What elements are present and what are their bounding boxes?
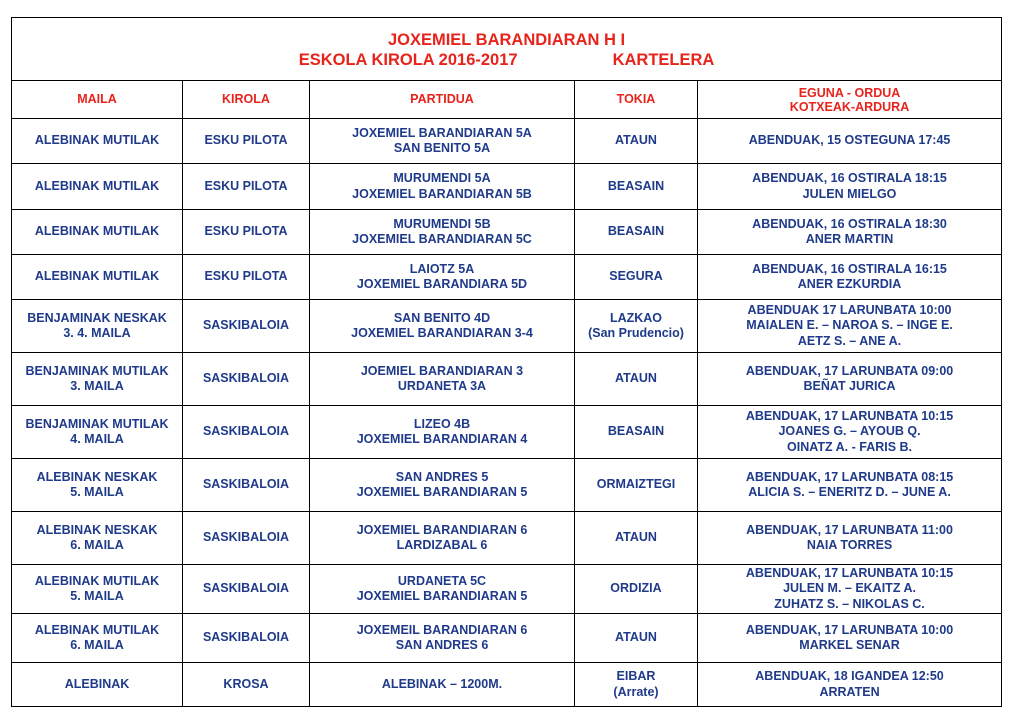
cell-eguna <box>698 406 1002 459</box>
cell-maila <box>12 353 183 406</box>
cell-tokia <box>575 663 698 707</box>
title-cell <box>12 18 1002 81</box>
cell-partidua-line: MURUMENDI 5A <box>393 171 491 185</box>
cell-eguna <box>698 512 1002 565</box>
cell-tokia <box>575 459 698 512</box>
cell-partidua <box>310 210 575 255</box>
cell-partidua <box>310 512 575 565</box>
header-tokia: TOKIA <box>575 81 698 119</box>
cell-kirola <box>183 459 310 512</box>
cell-kirola <box>183 164 310 210</box>
cell-maila <box>12 255 183 300</box>
cell-partidua-line: SAN BENITO 4D <box>393 310 491 325</box>
cell-maila <box>12 406 183 459</box>
cell-tokia-line: ATAUN <box>615 371 657 386</box>
cell-partidua-line: JOXEMIEL BARANDIARAN 3-4 <box>351 326 533 340</box>
table-row <box>12 119 1002 164</box>
cell-kirola-line: SASKIBALOIA <box>202 371 290 386</box>
table-row <box>12 300 1002 353</box>
cell-eguna-line: ABENDUAK, 18 IGANDEA 12:50 <box>755 669 944 683</box>
schedule-table <box>11 17 1002 707</box>
cell-kirola <box>183 300 310 353</box>
cell-tokia-line: BEASAIN <box>607 178 665 193</box>
cell-eguna <box>698 164 1002 210</box>
cell-maila-line: BENJAMINAK NESKAK <box>27 310 167 325</box>
cell-tokia-line: (Arrate) <box>613 684 659 699</box>
cell-maila-line: ALEBINAK MUTILAK <box>34 573 160 588</box>
cell-maila <box>12 300 183 353</box>
cell-partidua-line: JOXEMIEL BARANDIARAN 5A <box>352 125 532 140</box>
table-row <box>12 406 1002 459</box>
cell-maila <box>12 119 183 164</box>
cell-partidua-line: JOXEMEIL BARANDIARAN 6 <box>356 622 528 637</box>
cell-partidua-line: JOEMIEL BARANDIARAN 3 <box>360 363 524 378</box>
header-eguna-line-2: KOTXEAK-ARDURA <box>789 99 910 114</box>
cell-eguna-line: AETZ S. – ANE A. <box>797 333 902 348</box>
cell-maila-line: ALEBINAK <box>64 676 130 691</box>
cell-tokia-line: ORMAIZTEGI <box>596 477 676 492</box>
cell-partidua-line: JOXEMIEL BARANDIARAN 5C <box>352 232 532 246</box>
cell-tokia <box>575 300 698 353</box>
cell-eguna <box>698 353 1002 406</box>
cell-eguna-line: MARKEL SENAR <box>799 638 900 652</box>
cell-eguna-line: ABENDUAK, 17 LARUNBATA 10:15 <box>745 565 954 580</box>
table-row <box>12 565 1002 614</box>
cell-partidua <box>310 614 575 663</box>
cell-partidua-line: LAIOTZ 5A <box>409 261 475 276</box>
cell-tokia <box>575 565 698 614</box>
cell-eguna <box>698 210 1002 255</box>
cell-tokia-line: LAZKAO <box>609 310 663 325</box>
cell-partidua <box>310 255 575 300</box>
cell-eguna-line: NAIA TORRES <box>806 538 893 552</box>
cell-eguna-line: ABENDUAK, 16 OSTIRALA 18:15 <box>752 171 947 185</box>
cell-maila-line: ALEBINAK NESKAK <box>36 469 158 484</box>
cell-partidua <box>310 164 575 210</box>
cell-eguna-line: ABENDUAK, 17 LARUNBATA 11:00 <box>746 522 953 537</box>
cell-partidua-line: JOXEMIEL BARANDIARAN 5B <box>352 186 532 201</box>
cell-eguna-line: ABENDUAK, 17 LARUNBATA 10:00 <box>745 622 954 637</box>
cell-kirola <box>183 353 310 406</box>
cell-partidua <box>310 406 575 459</box>
table-row <box>12 353 1002 406</box>
cell-maila <box>12 565 183 614</box>
cell-kirola-line: SASKIBALOIA <box>202 581 290 596</box>
cell-kirola-line: KROSA <box>223 676 269 691</box>
cell-maila <box>12 210 183 255</box>
cell-partidua-line: SAN ANDRES 6 <box>395 638 489 652</box>
cell-kirola-line: ESKU PILOTA <box>204 178 288 193</box>
cell-partidua-line: SAN BENITO 5A <box>393 141 491 155</box>
table-row <box>12 663 1002 707</box>
schedule-sheet <box>11 17 1001 707</box>
cell-partidua-line: LARDIZABAL 6 <box>396 538 488 552</box>
cell-eguna-line: ALICIA S. – ENERITZ D. – JUNE A. <box>748 485 951 499</box>
cell-tokia-line: EIBAR <box>616 669 656 683</box>
cell-kirola-line: SASKIBALOIA <box>202 477 290 492</box>
title-line-1: JOXEMIEL BARANDIARAN H I <box>387 31 626 49</box>
cell-maila <box>12 663 183 707</box>
cell-maila-line: ALEBINAK MUTILAK <box>34 269 160 284</box>
cell-eguna <box>698 565 1002 614</box>
cell-eguna-line: ARRATEN <box>819 684 880 699</box>
cell-partidua <box>310 119 575 164</box>
cell-kirola-line: SASKIBALOIA <box>202 530 290 545</box>
table-row <box>12 512 1002 565</box>
cell-tokia <box>575 614 698 663</box>
cell-maila-line: ALEBINAK MUTILAK <box>34 224 160 239</box>
cell-tokia <box>575 512 698 565</box>
cell-kirola-line: SASKIBALOIA <box>202 424 290 439</box>
cell-tokia-line: BEASAIN <box>607 224 665 239</box>
cell-eguna-line: ANER EZKURDIA <box>797 277 902 291</box>
cell-tokia-line: ATAUN <box>615 133 657 148</box>
cell-eguna-line: ABENDUAK, 17 LARUNBATA 09:00 <box>745 363 954 378</box>
cell-kirola <box>183 406 310 459</box>
header-maila: MAILA <box>12 81 183 119</box>
header-kirola: KIROLA <box>183 81 310 119</box>
cell-kirola <box>183 255 310 300</box>
cell-kirola <box>183 614 310 663</box>
cell-tokia-line: ORDIZIA <box>610 581 662 596</box>
cell-eguna-line: JULEN MIELGO <box>802 186 897 201</box>
kartelera-title: KARTELERA <box>612 51 715 69</box>
cell-eguna <box>698 255 1002 300</box>
cell-kirola-line: ESKU PILOTA <box>204 224 288 239</box>
cell-maila <box>12 459 183 512</box>
cell-maila-line: 5. MAILA <box>70 589 124 603</box>
cell-eguna-line: ANER MARTIN <box>805 232 894 246</box>
cell-partidua <box>310 565 575 614</box>
cell-tokia-line: ATAUN <box>615 630 657 645</box>
cell-partidua-line: ALEBINAK – 1200M. <box>381 676 503 691</box>
cell-tokia <box>575 164 698 210</box>
cell-maila <box>12 164 183 210</box>
cell-partidua-line: JOXEMIEL BARANDIARAN 5 <box>356 485 528 499</box>
cell-eguna-line: BEÑAT JURICA <box>803 379 896 393</box>
cell-kirola <box>183 512 310 565</box>
cell-maila-line: 6. MAILA <box>70 638 124 652</box>
table-row <box>12 459 1002 512</box>
cell-eguna-line: OINATZ A. - FARIS B. <box>787 439 913 454</box>
season-title: ESKOLA KIROLA 2016-2017 <box>298 51 518 69</box>
title-row <box>12 18 1002 81</box>
cell-maila <box>12 512 183 565</box>
cell-eguna <box>698 614 1002 663</box>
cell-eguna-line: JULEN M. – EKAITZ A. <box>783 581 916 596</box>
cell-eguna-line: JOANES G. – AYOUB Q. <box>778 424 921 439</box>
cell-partidua-line: LIZEO 4B <box>413 416 471 431</box>
cell-eguna <box>698 300 1002 353</box>
header-row <box>12 81 1002 119</box>
cell-partidua <box>310 459 575 512</box>
header-eguna <box>698 81 1002 119</box>
table-row <box>12 210 1002 255</box>
cell-tokia <box>575 119 698 164</box>
cell-partidua-line: JOXEMIEL BARANDIARAN 5 <box>356 589 528 603</box>
cell-maila-line: 3. MAILA <box>70 379 124 393</box>
cell-maila-line: ALEBINAK MUTILAK <box>34 622 160 637</box>
cell-maila <box>12 614 183 663</box>
cell-maila-line: ALEBINAK MUTILAK <box>34 133 160 148</box>
cell-maila-line: 6. MAILA <box>70 538 124 552</box>
cell-partidua-line: JOXEMIEL BARANDIARAN 6 <box>356 522 528 537</box>
cell-eguna-line: ABENDUAK, 16 OSTIRALA 18:30 <box>752 216 947 231</box>
cell-partidua-line: SAN ANDRES 5 <box>395 469 489 484</box>
cell-partidua-line: URDANETA 5C <box>397 573 487 588</box>
title-line-2 <box>14 50 999 70</box>
cell-eguna-line: ABENDUAK 17 LARUNBATA 10:00 <box>747 302 952 317</box>
cell-eguna-line: MAIALEN E. – NAROA S. – INGE E. <box>746 318 953 333</box>
cell-maila-line: BENJAMINAK MUTILAK <box>25 363 169 378</box>
table-row <box>12 614 1002 663</box>
cell-partidua <box>310 353 575 406</box>
cell-tokia-line: (San Prudencio) <box>588 326 684 340</box>
cell-kirola <box>183 663 310 707</box>
cell-kirola <box>183 210 310 255</box>
cell-eguna <box>698 119 1002 164</box>
cell-maila-line: ALEBINAK MUTILAK <box>34 178 160 193</box>
cell-partidua-line: URDANETA 3A <box>397 379 487 393</box>
cell-eguna-line: ABENDUAK, 16 OSTIRALA 16:15 <box>752 261 947 276</box>
cell-kirola <box>183 565 310 614</box>
cell-tokia <box>575 255 698 300</box>
cell-maila-line: 5. MAILA <box>70 485 124 499</box>
cell-eguna-line: ZUHATZ S. – NIKOLAS C. <box>774 596 925 611</box>
cell-maila-line: ALEBINAK NESKAK <box>36 522 158 537</box>
cell-maila-line: 3. 4. MAILA <box>63 326 131 340</box>
cell-kirola-line: ESKU PILOTA <box>204 133 288 148</box>
cell-kirola-line: SASKIBALOIA <box>202 318 290 333</box>
cell-partidua-line: MURUMENDI 5B <box>393 216 491 231</box>
cell-tokia-line: BEASAIN <box>607 424 665 439</box>
cell-kirola <box>183 119 310 164</box>
cell-eguna-line: ABENDUAK, 15 OSTEGUNA 17:45 <box>748 133 951 148</box>
cell-eguna-line: ABENDUAK, 17 LARUNBATA 10:15 <box>745 408 954 423</box>
cell-eguna-line: ABENDUAK, 17 LARUNBATA 08:15 <box>745 469 954 484</box>
cell-partidua-line: JOXEMIEL BARANDIARA 5D <box>356 277 528 291</box>
cell-tokia <box>575 353 698 406</box>
cell-kirola-line: ESKU PILOTA <box>204 269 288 284</box>
cell-maila-line: BENJAMINAK MUTILAK <box>25 416 169 431</box>
cell-partidua-line: JOXEMIEL BARANDIARAN 4 <box>356 432 528 446</box>
header-eguna-line-1: EGUNA - ORDUA <box>798 85 901 100</box>
cell-tokia <box>575 210 698 255</box>
table-row <box>12 164 1002 210</box>
header-partidua: PARTIDUA <box>310 81 575 119</box>
cell-kirola-line: SASKIBALOIA <box>202 630 290 645</box>
cell-maila-line: 4. MAILA <box>70 432 124 446</box>
cell-tokia-line: ATAUN <box>615 530 657 545</box>
cell-eguna <box>698 663 1002 707</box>
cell-partidua <box>310 663 575 707</box>
cell-eguna <box>698 459 1002 512</box>
cell-tokia-line: SEGURA <box>609 269 663 284</box>
cell-partidua <box>310 300 575 353</box>
table-row <box>12 255 1002 300</box>
cell-tokia <box>575 406 698 459</box>
